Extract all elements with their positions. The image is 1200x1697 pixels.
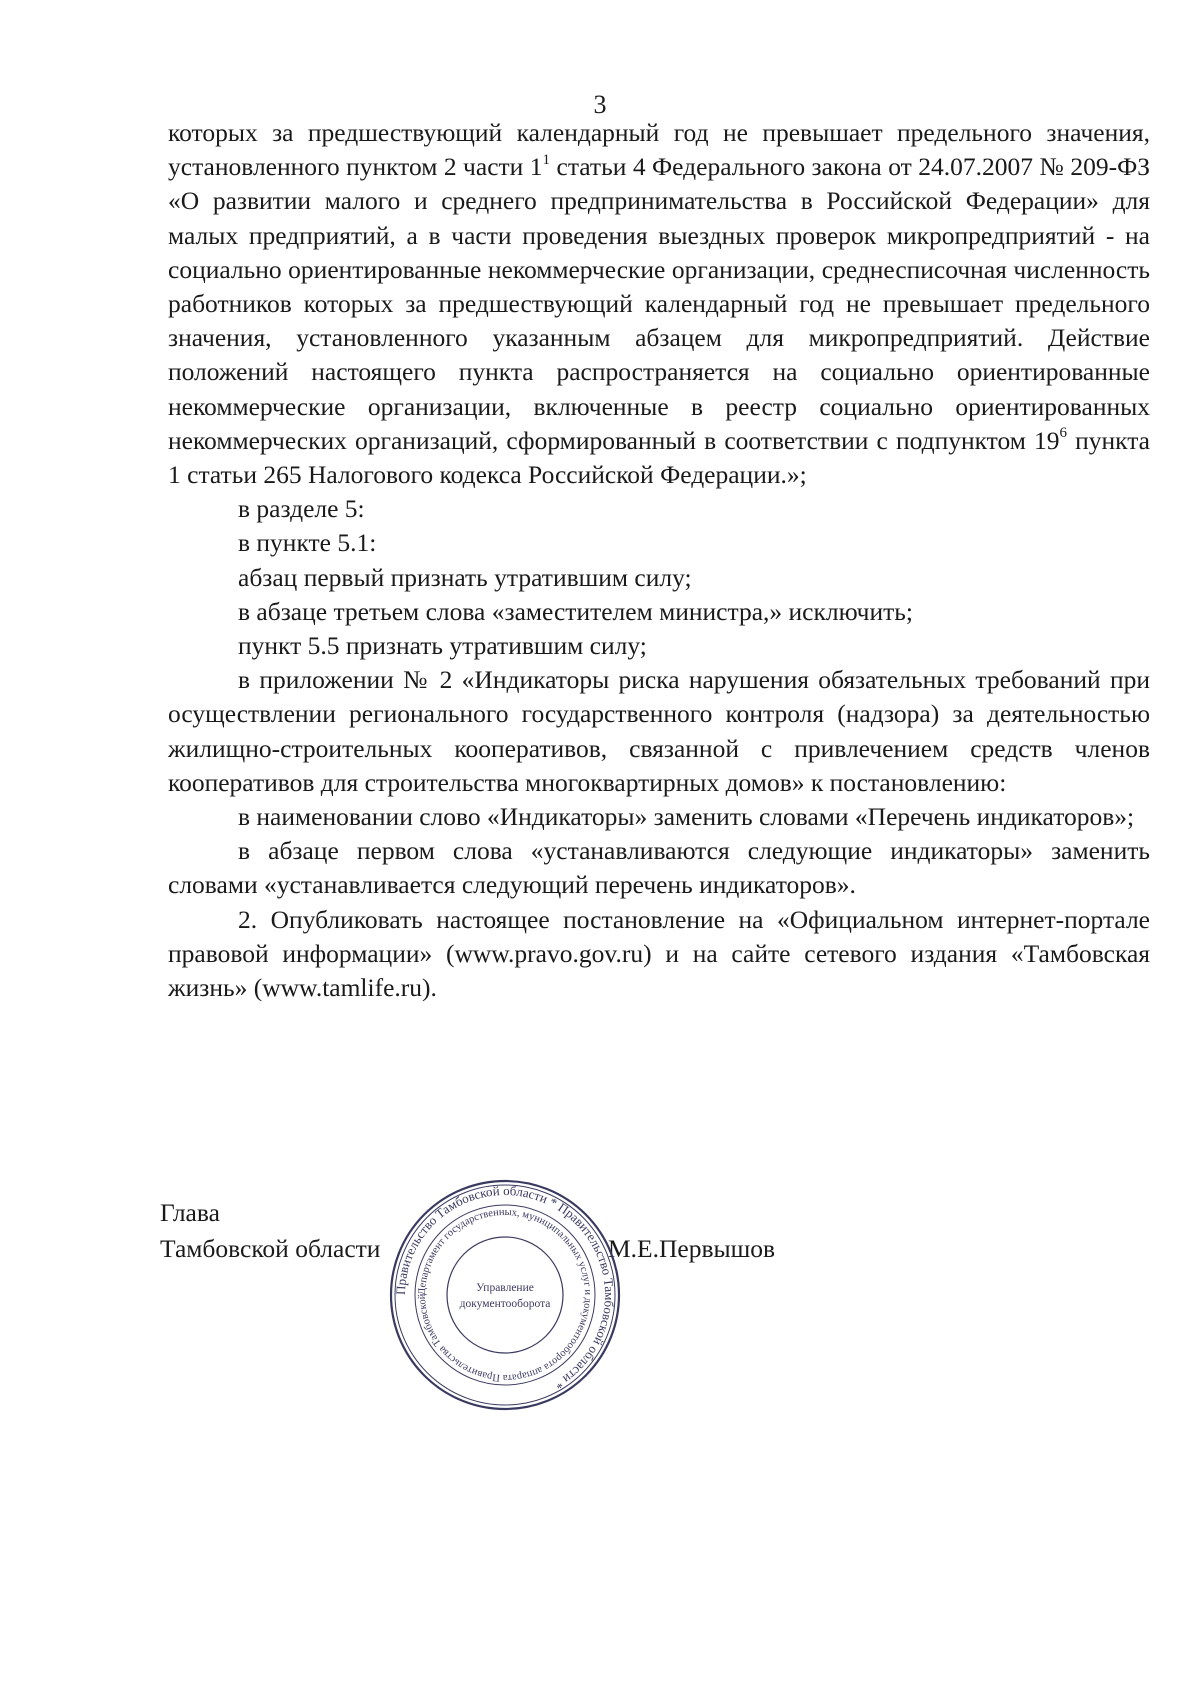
signature-title xyxy=(160,1195,380,1267)
paragraph: в пункте 5.1: xyxy=(238,528,377,558)
paragraph-text: пункта 1 статьи 265 Налогового кодекса Российской Федерации.»; xyxy=(168,425,1150,490)
seal-center-line: Управление xyxy=(476,1282,534,1294)
seal-graphic xyxy=(385,1175,625,1415)
paragraph: пункт 5.5 признать утратившим силу; xyxy=(238,631,647,661)
seal-center-line: документооборота xyxy=(459,1298,551,1310)
paragraph-text: статьи 4 Федерального закона от 24.07.2007 № 209-ФЗ «О развитии малого и среднего предпринимательства в Российской Федерации» для малых предприятий, а в части проведения выездных проверок микропредприятий - на социально ориентированные некоммерческие организации, среднесписочная численность работников которых за предшествующий календарный год не превышает предельного значения, установленного указанным абзацем для микропредприятий. Действие положений настоящего пункта распространяется на социально ориентированные некоммерческие организации, включенные в реестр социально ориентированных некоммерческих организаций, сформированный в соответствии с подпунктом 19 xyxy=(168,152,1150,455)
document-body xyxy=(168,116,1150,1005)
paragraph-text: которых за предшествующий календарный год не превышает предельного значения, установленного пунктом 2 части 1 xyxy=(168,118,1150,182)
superscript: 6 xyxy=(1059,425,1068,442)
paragraph: 2. Опубликовать настоящее постановление на «Официальном интернет-портале правовой информации» (www.pravo.gov.ru) и на сайте сетевого издания «Тамбовская жизнь» (www.tamlife.ru). xyxy=(168,904,1150,1003)
paragraph: в абзаце третьем слова «заместителем министра,» исключить; xyxy=(238,596,914,626)
paragraph: абзац первый признать утратившим силу; xyxy=(238,562,692,592)
paragraph: в абзаце первом слова «устанавливаются следующие индикаторы» заменить словами «устанавливается следующий перечень индикаторов». xyxy=(168,836,1150,900)
signature-title-line: Глава xyxy=(160,1198,220,1227)
superscript: 1 xyxy=(542,151,551,168)
paragraph-continued xyxy=(168,116,1150,492)
page-number: 3 xyxy=(593,90,607,119)
seal-inner-text: Департамент государственных, муниципальных услуг и документооборота аппарата Правительства Тамбовской xyxy=(416,1206,594,1384)
signer-name: М.Е.Первышов xyxy=(608,1234,776,1263)
paragraph: в разделе 5: xyxy=(238,494,365,524)
seal-outer-text: Правительство Тамбовской области * Правительство Тамбовской области * xyxy=(392,1182,618,1393)
paragraph: в наименовании слово «Индикаторы» заменить словами «Перечень индикаторов»; xyxy=(238,802,1135,832)
signature-title-line: Тамбовской области xyxy=(160,1234,381,1263)
paragraph: в приложении № 2 «Индикаторы риска нарушения обязательных требований при осуществлении регионального государственного контроля (надзора) за деятельностью жилищно-строительных кооперативов, связанной с привлечением средств членов кооперативов для строительства многоквартирных домов» к постановлению: xyxy=(168,665,1150,797)
official-seal xyxy=(385,1175,625,1415)
